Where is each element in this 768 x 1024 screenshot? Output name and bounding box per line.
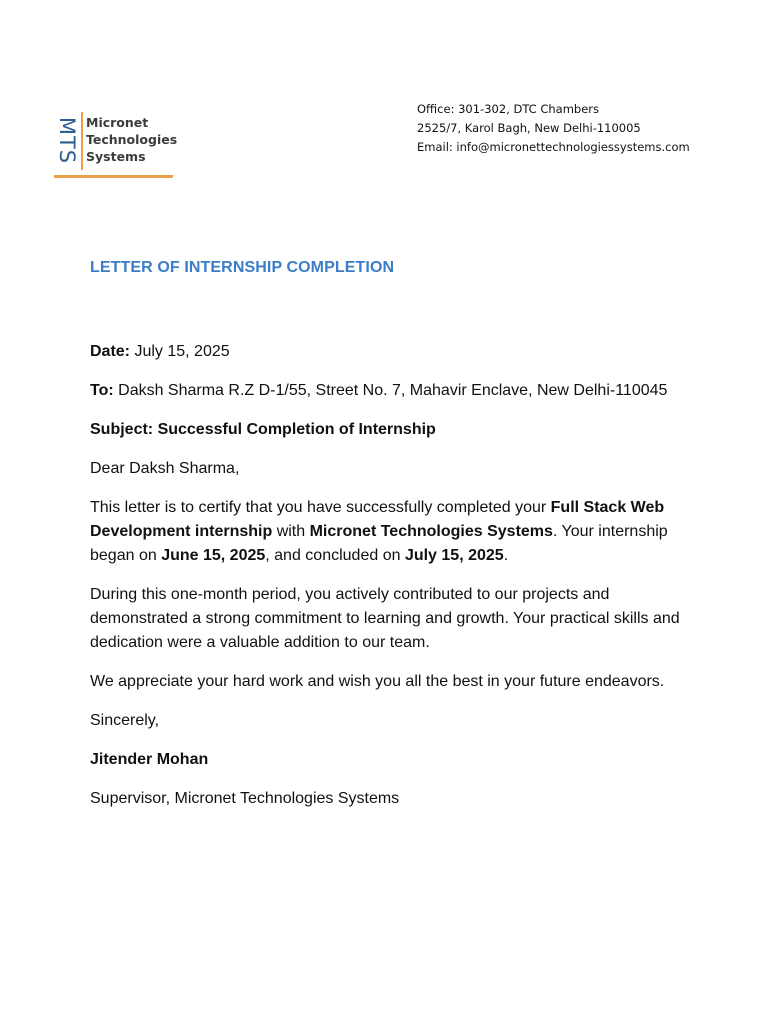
date-value: July 15, 2025 xyxy=(130,343,230,360)
recipient-line xyxy=(90,379,690,403)
letter-heading: LETTER OF INTERNSHIP COMPLETION xyxy=(90,259,395,276)
para1-text-5: . xyxy=(503,547,509,564)
logo-mark-text: MTS xyxy=(55,116,80,164)
paragraph-3: We appreciate your hard work and wish you all the best in your future endeavors. xyxy=(90,673,665,690)
company-name: Micronet Technologies Systems xyxy=(309,523,553,540)
logo-mark xyxy=(56,111,78,169)
office-email: Email: info@micronettechnologiessystems.com xyxy=(417,140,690,154)
office-line-2: 2525/7, Karol Bagh, New Delhi-110005 xyxy=(417,121,641,135)
logo-line-3: Systems xyxy=(86,149,146,164)
logo-wordmark xyxy=(86,114,177,165)
logo-line-2: Technologies xyxy=(86,132,178,147)
internship-title: Full Stack Web Development internship xyxy=(90,499,665,540)
para1-text-3: . Your internship began on xyxy=(90,523,668,564)
recipient-value: Daksh Sharma R.Z D-1/55, Street No. 7, Mahavir Enclave, New Delhi-110045 xyxy=(113,382,668,399)
end-date: July 15, 2025 xyxy=(404,547,504,564)
salutation: Dear Daksh Sharma, xyxy=(90,460,240,477)
signer-name xyxy=(90,748,690,772)
office-address xyxy=(417,100,690,157)
subject-line xyxy=(90,418,690,442)
recipient-label: To: xyxy=(90,382,114,399)
letter-body xyxy=(90,340,690,826)
subject-text: Subject: Successful Completion of Internship xyxy=(90,421,436,438)
start-date: June 15, 2025 xyxy=(161,547,266,564)
paragraph-2: During this one-month period, you actively contributed to our projects and demonstrated a strong commitment to learning and growth. Your practical skills and dedication were a valuable addition to our team. xyxy=(90,586,680,651)
date-line xyxy=(90,340,690,364)
logo-divider xyxy=(81,112,83,170)
closing: Sincerely, xyxy=(90,712,160,729)
para1-text-4: , and concluded on xyxy=(265,547,405,564)
office-line-1: Office: 301-302, DTC Chambers xyxy=(417,102,600,116)
paragraph-1 xyxy=(90,496,690,568)
signer-name-text: Jitender Mohan xyxy=(90,751,209,768)
para1-text-2: with xyxy=(272,523,310,540)
logo-underline xyxy=(54,175,173,178)
logo-line-1: Micronet xyxy=(86,115,149,130)
signer-title: Supervisor, Micronet Technologies Systems xyxy=(90,790,400,807)
date-label: Date: xyxy=(90,343,131,360)
para1-text-1: This letter is to certify that you have successfully completed your xyxy=(90,499,551,516)
